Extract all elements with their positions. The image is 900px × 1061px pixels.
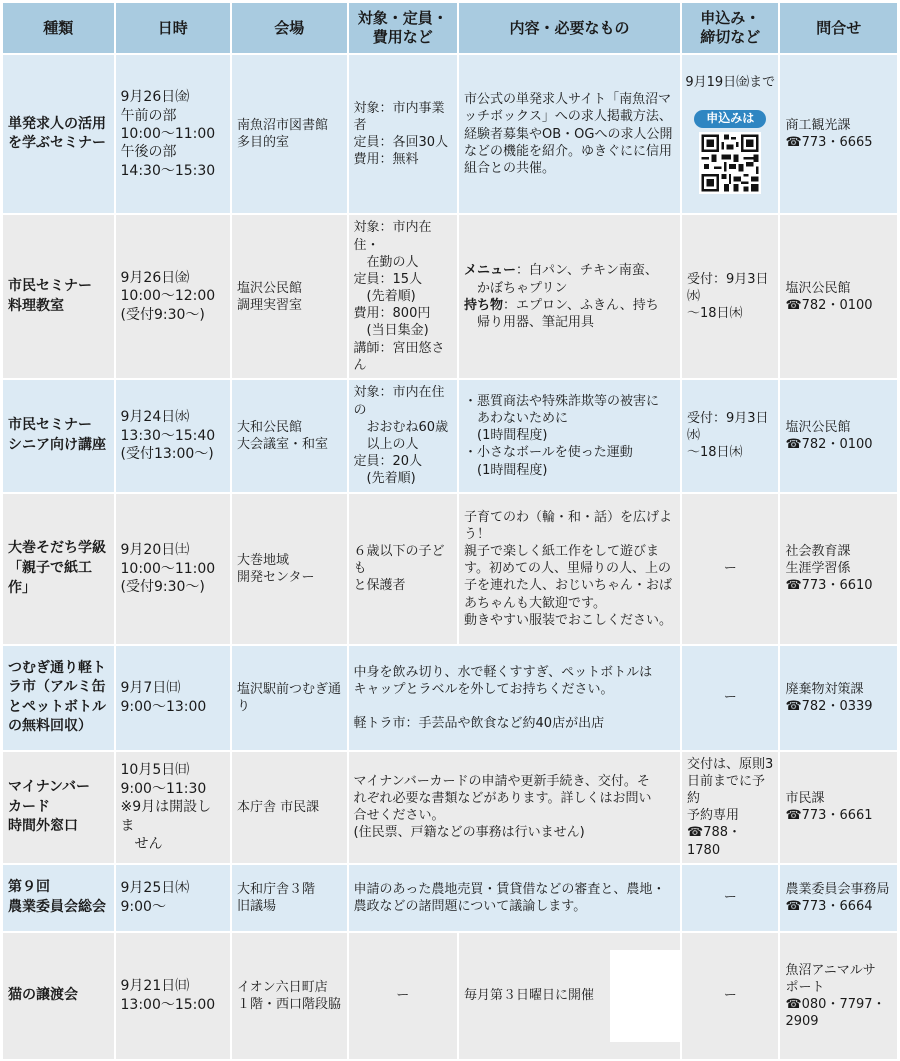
event-type: 大巻そだち学級 「親子で紙工作」 (3, 494, 114, 644)
event-contact: 塩沢公民館 ☎782・0100 (780, 215, 897, 377)
event-content: 中身を飲み切り、水で軽くすすぎ、ペットボトルは キャップとラベルを外してお持ちください。 軽トラ市：手芸品や飲食など約40店が出店 (349, 646, 680, 750)
event-venue: 塩沢駅前つむぎ通り (232, 646, 347, 750)
menu-label: メニュー (464, 263, 517, 279)
items-label: 持ち物 (464, 297, 504, 313)
items-text: ：エプロン、ふきん、持ち 帰り用器、筆記用具 (477, 297, 659, 330)
menu-text: ：白パン、チキン南蛮、 かぼちゃプリン (477, 263, 658, 296)
table-row (3, 494, 897, 644)
table-row (3, 380, 897, 492)
table-row (3, 752, 897, 863)
apply-deadline: 9月19日㈮まで (685, 75, 776, 91)
table-row (3, 646, 897, 750)
event-apply: 受付：9月3日㈬ ～18日㈭ (682, 215, 778, 377)
header-apply: 申込み・ 締切など (682, 3, 778, 53)
event-datetime: 9月20日㈯ 10:00～11:00 (受付9:30～) (116, 494, 231, 644)
table-row (3, 933, 897, 1059)
event-table (1, 1, 899, 1061)
event-datetime: 9月26日㈮ 午前の部 10:00～11:00 午後の部 14:30～15:30 (116, 55, 231, 213)
event-type: つむぎ通り軽ト ラ市（アルミ缶 とペットボトル の無料回収） (3, 646, 114, 750)
event-content: 子育てのわ（輪・和・話）を広げよう！ 親子で楽しく紙工作をして遊びます。初めての人、里帰りの人、上の子を連れた人、おじいちゃん・おばあちゃんも大歓迎です。 動きやすい服装でおこしください。 (459, 494, 680, 644)
event-apply: ー (682, 865, 778, 931)
header-contact: 問合せ (780, 3, 897, 53)
table-row (3, 865, 897, 931)
event-target: 対象：市内在住の おおむね60歳 以上の人 定員：20人 (先着順) (349, 380, 457, 492)
event-apply (682, 55, 778, 213)
event-contact: 塩沢公民館 ☎782・0100 (780, 380, 897, 492)
event-content: 市公式の単発求人サイト「南魚沼マッチボックス」への求人掲載方法、経験者募集やOB・OGへの求人公開などの機能を紹介。ゆきぐにに信用組合との共催。 (459, 55, 680, 213)
event-contact: 市民課 ☎773・6661 (780, 752, 897, 863)
event-venue: 大和公民館 大会議室・和室 (232, 380, 347, 492)
event-target: ー (349, 933, 457, 1059)
event-content: ・悪質商法や特殊詐欺等の被害に あわないために (1時間程度) ・小さなボールを使った運動 (1時間程度) (459, 380, 680, 492)
event-type: 単発求人の活用 を学ぶセミナー (3, 55, 114, 213)
header-venue: 会場 (232, 3, 347, 53)
event-venue: 本庁舎 市民課 (232, 752, 347, 863)
event-venue: 塩沢公民館 調理実習室 (232, 215, 347, 377)
event-contact: 農業委員会事務局 ☎773・6664 (780, 865, 897, 931)
event-datetime: 9月24日㈬ 13:30～15:40 (受付13:00～) (116, 380, 231, 492)
event-type: マイナンバー カード 時間外窓口 (3, 752, 114, 863)
event-content (459, 933, 680, 1059)
header-row (3, 3, 897, 53)
event-datetime: 9月7日㈰ 9:00～13:00 (116, 646, 231, 750)
event-venue: イオン六日町店 １階・西口階段脇 (232, 933, 347, 1059)
event-apply: 交付は、原則3 日前までに予約 予約専用 ☎788・1780 (682, 752, 778, 863)
header-type: 種類 (3, 3, 114, 53)
event-datetime: 9月26日㈮ 10:00～12:00 (受付9:30～) (116, 215, 231, 377)
event-apply: ー (682, 494, 778, 644)
apply-badge: 申込みは (694, 110, 766, 128)
event-contact: 魚沼アニマルサ ポート ☎080・7797・ 2909 (780, 933, 897, 1059)
event-target: 対象：市内在住・ 在勤の人 定員：15人 (先着順) 費用：800円 (当日集金) 講師：宮田悠さん (349, 215, 457, 377)
event-venue: 南魚沼市図書館 多目的室 (232, 55, 347, 213)
event-target: ６歳以下の子ども と保護者 (349, 494, 457, 644)
event-type: 猫の譲渡会 (3, 933, 114, 1059)
event-type: 市民セミナー シニア向け講座 (3, 380, 114, 492)
header-target: 対象・定員・ 費用など (349, 3, 457, 53)
qr-code-icon[interactable] (699, 132, 761, 194)
header-content: 内容・必要なもの (459, 3, 680, 53)
event-venue: 大和庁舎３階 旧議場 (232, 865, 347, 931)
event-contact: 商工観光課 ☎773・6665 (780, 55, 897, 213)
event-type: 市民セミナー 料理教室 (3, 215, 114, 377)
event-venue: 大巻地域 開発センター (232, 494, 347, 644)
event-datetime: 9月25日㈭ 9:00～ (116, 865, 231, 931)
event-contact: 社会教育課 生涯学習係 ☎773・6610 (780, 494, 897, 644)
blank-area (610, 950, 680, 1042)
event-type: 第９回 農業委員会総会 (3, 865, 114, 931)
event-apply: 受付：9月3日㈬ ～18日㈭ (682, 380, 778, 492)
table-row (3, 55, 897, 213)
header-datetime: 日時 (116, 3, 231, 53)
event-contact: 廃棄物対策課 ☎782・0339 (780, 646, 897, 750)
event-content: マイナンバーカードの申請や更新手続き、交付。そ れぞれ必要な書類などがあります。詳しくはお問い 合せください。 (住民票、戸籍などの事務は行いません) (349, 752, 680, 863)
event-target: 対象：市内事業者 定員：各回30人 費用：無料 (349, 55, 457, 213)
event-content-text: 毎月第３日曜日に開催 (464, 988, 595, 1004)
event-datetime: 10月5日㈰ 9:00～11:30 ※9月は開設しま せん (116, 752, 231, 863)
event-apply: ー (682, 933, 778, 1059)
event-datetime: 9月21日㈰ 13:00～15:00 (116, 933, 231, 1059)
event-content (459, 215, 680, 377)
event-apply: ー (682, 646, 778, 750)
event-content: 申請のあった農地売買・賃貸借などの審査と、農地・ 農政などの諸問題について議論します。 (349, 865, 680, 931)
table-row (3, 215, 897, 377)
